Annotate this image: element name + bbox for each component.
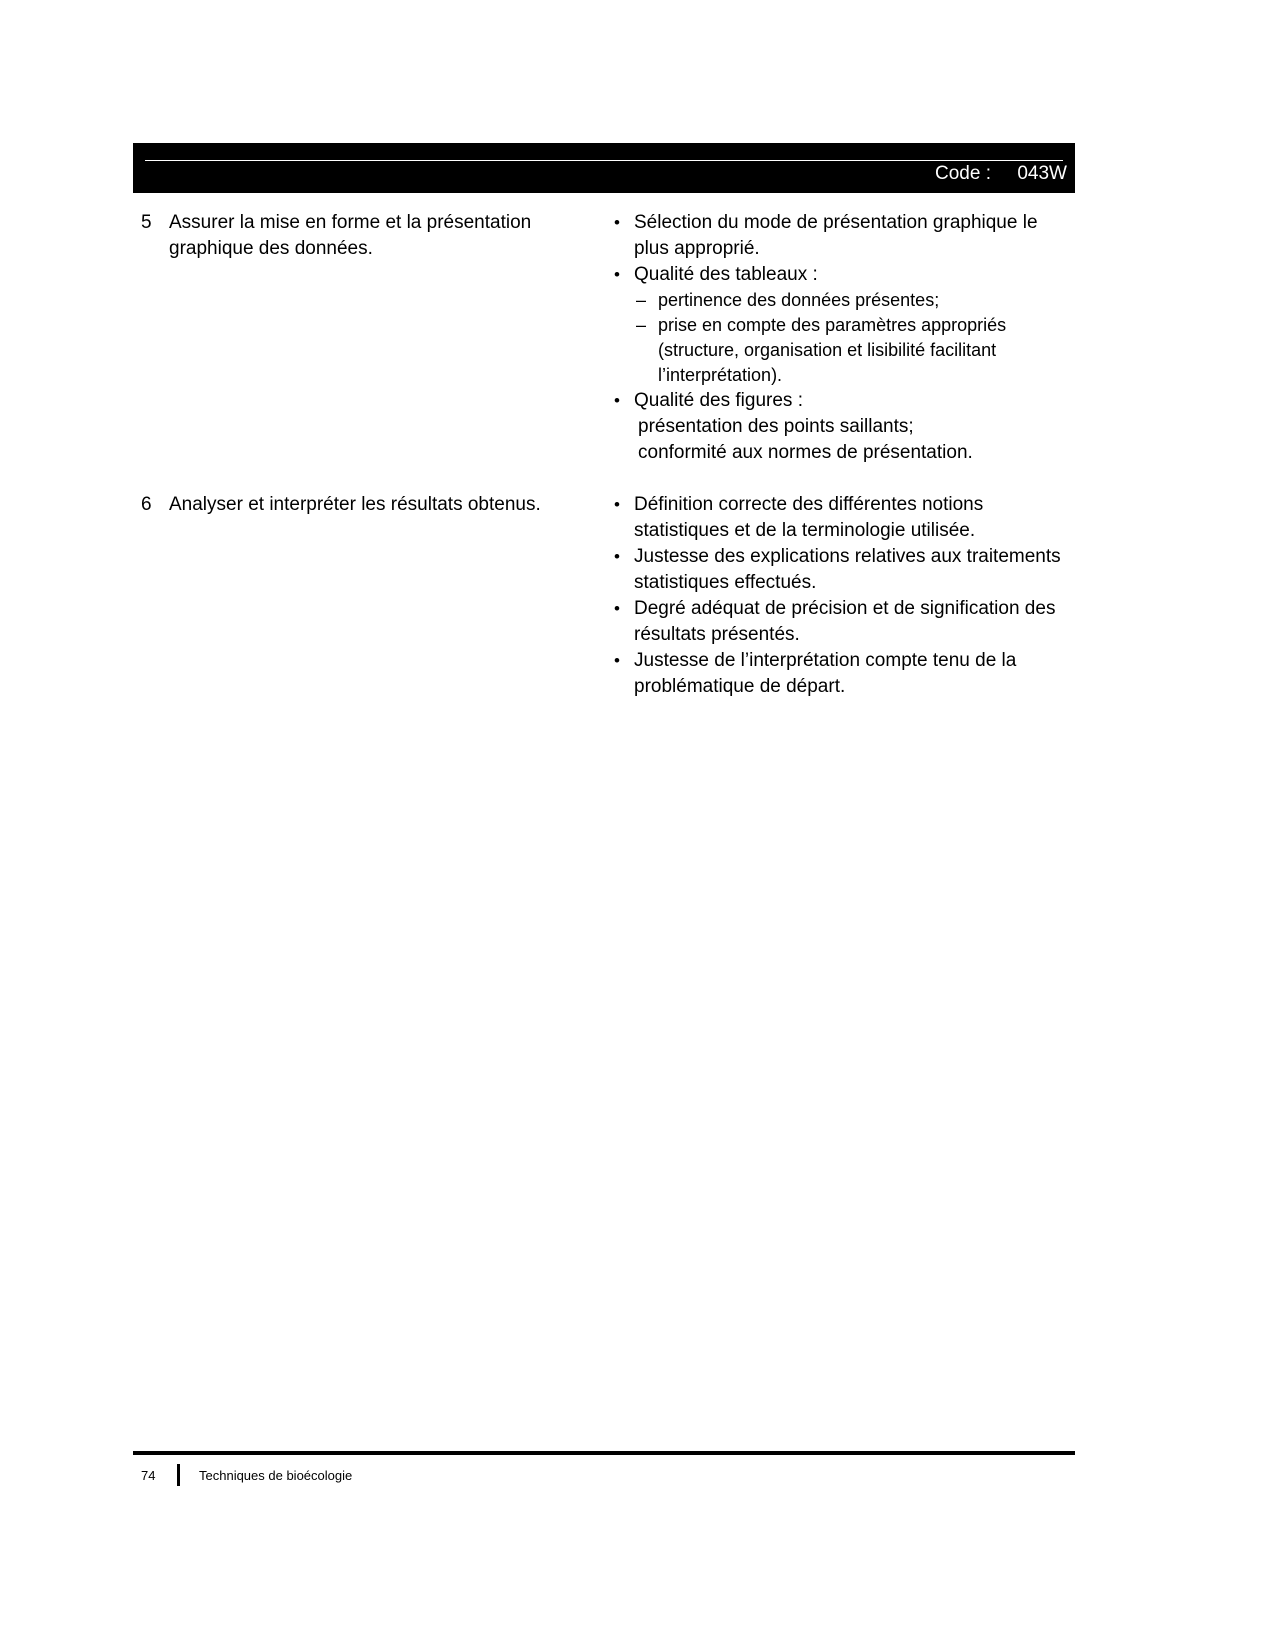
row-criteria-cell xyxy=(588,492,1075,700)
criterion-extra-lines xyxy=(634,414,1075,466)
list-item xyxy=(608,544,1075,596)
competency-criteria-table xyxy=(133,210,1075,726)
header-divider-line xyxy=(145,160,1063,161)
row-criteria-cell xyxy=(588,210,1075,466)
criterion-text: Qualité des tableaux : xyxy=(634,264,818,285)
row-number: 5 xyxy=(141,212,152,233)
header-code-value: 043W xyxy=(1017,163,1067,184)
footer-separator-bar xyxy=(177,1464,180,1486)
table-row xyxy=(133,210,1075,466)
criteria-sublist xyxy=(634,288,1075,388)
row-number: 6 xyxy=(141,494,152,515)
row-element-text: Assurer la mise en forme et la présentation graphique des données. xyxy=(169,212,532,259)
row-element-text: Analyser et interpréter les résultats obtenus. xyxy=(169,494,541,515)
row-element-cell xyxy=(133,210,588,466)
criteria-list xyxy=(608,492,1075,700)
criterion-line: présentation des points saillants; xyxy=(638,416,914,437)
list-item xyxy=(608,210,1075,262)
criteria-list xyxy=(608,210,1075,466)
table-row xyxy=(133,492,1075,700)
criterion-text: Justesse de l’interprétation compte tenu de la problématique de départ. xyxy=(634,650,1017,697)
list-item xyxy=(608,596,1075,648)
sub-criterion-text: prise en compte des paramètres appropriés (structure, organisation et lisibilité facilitant l’interprétation). xyxy=(658,315,1007,385)
list-item xyxy=(608,262,1075,388)
header-code-label: Code : xyxy=(935,163,991,184)
sub-criterion-text: pertinence des données présentes; xyxy=(658,290,940,310)
list-item xyxy=(608,648,1075,700)
footer-divider xyxy=(133,1451,1075,1455)
criterion-line: conformité aux normes de présentation. xyxy=(638,442,973,463)
criterion-text: Degré adéquat de précision et de signification des résultats présentés. xyxy=(634,598,1056,645)
footer-page-number: 74 xyxy=(141,1468,156,1483)
list-item xyxy=(608,388,1075,466)
criterion-text: Définition correcte des différentes notions statistiques et de la terminologie utilisée. xyxy=(634,494,984,541)
list-item xyxy=(634,313,1075,388)
page-header-band xyxy=(133,143,1075,193)
row-element-cell xyxy=(133,492,588,700)
page-footer xyxy=(133,1464,1075,1488)
list-item xyxy=(608,492,1075,544)
list-item xyxy=(634,288,1075,313)
footer-program-name: Techniques de bioécologie xyxy=(199,1468,353,1483)
criterion-text: Sélection du mode de présentation graphique le plus approprié. xyxy=(634,212,1038,259)
criterion-text: Justesse des explications relatives aux traitements statistiques effectués. xyxy=(634,546,1061,593)
criterion-text: Qualité des figures : xyxy=(634,390,803,411)
